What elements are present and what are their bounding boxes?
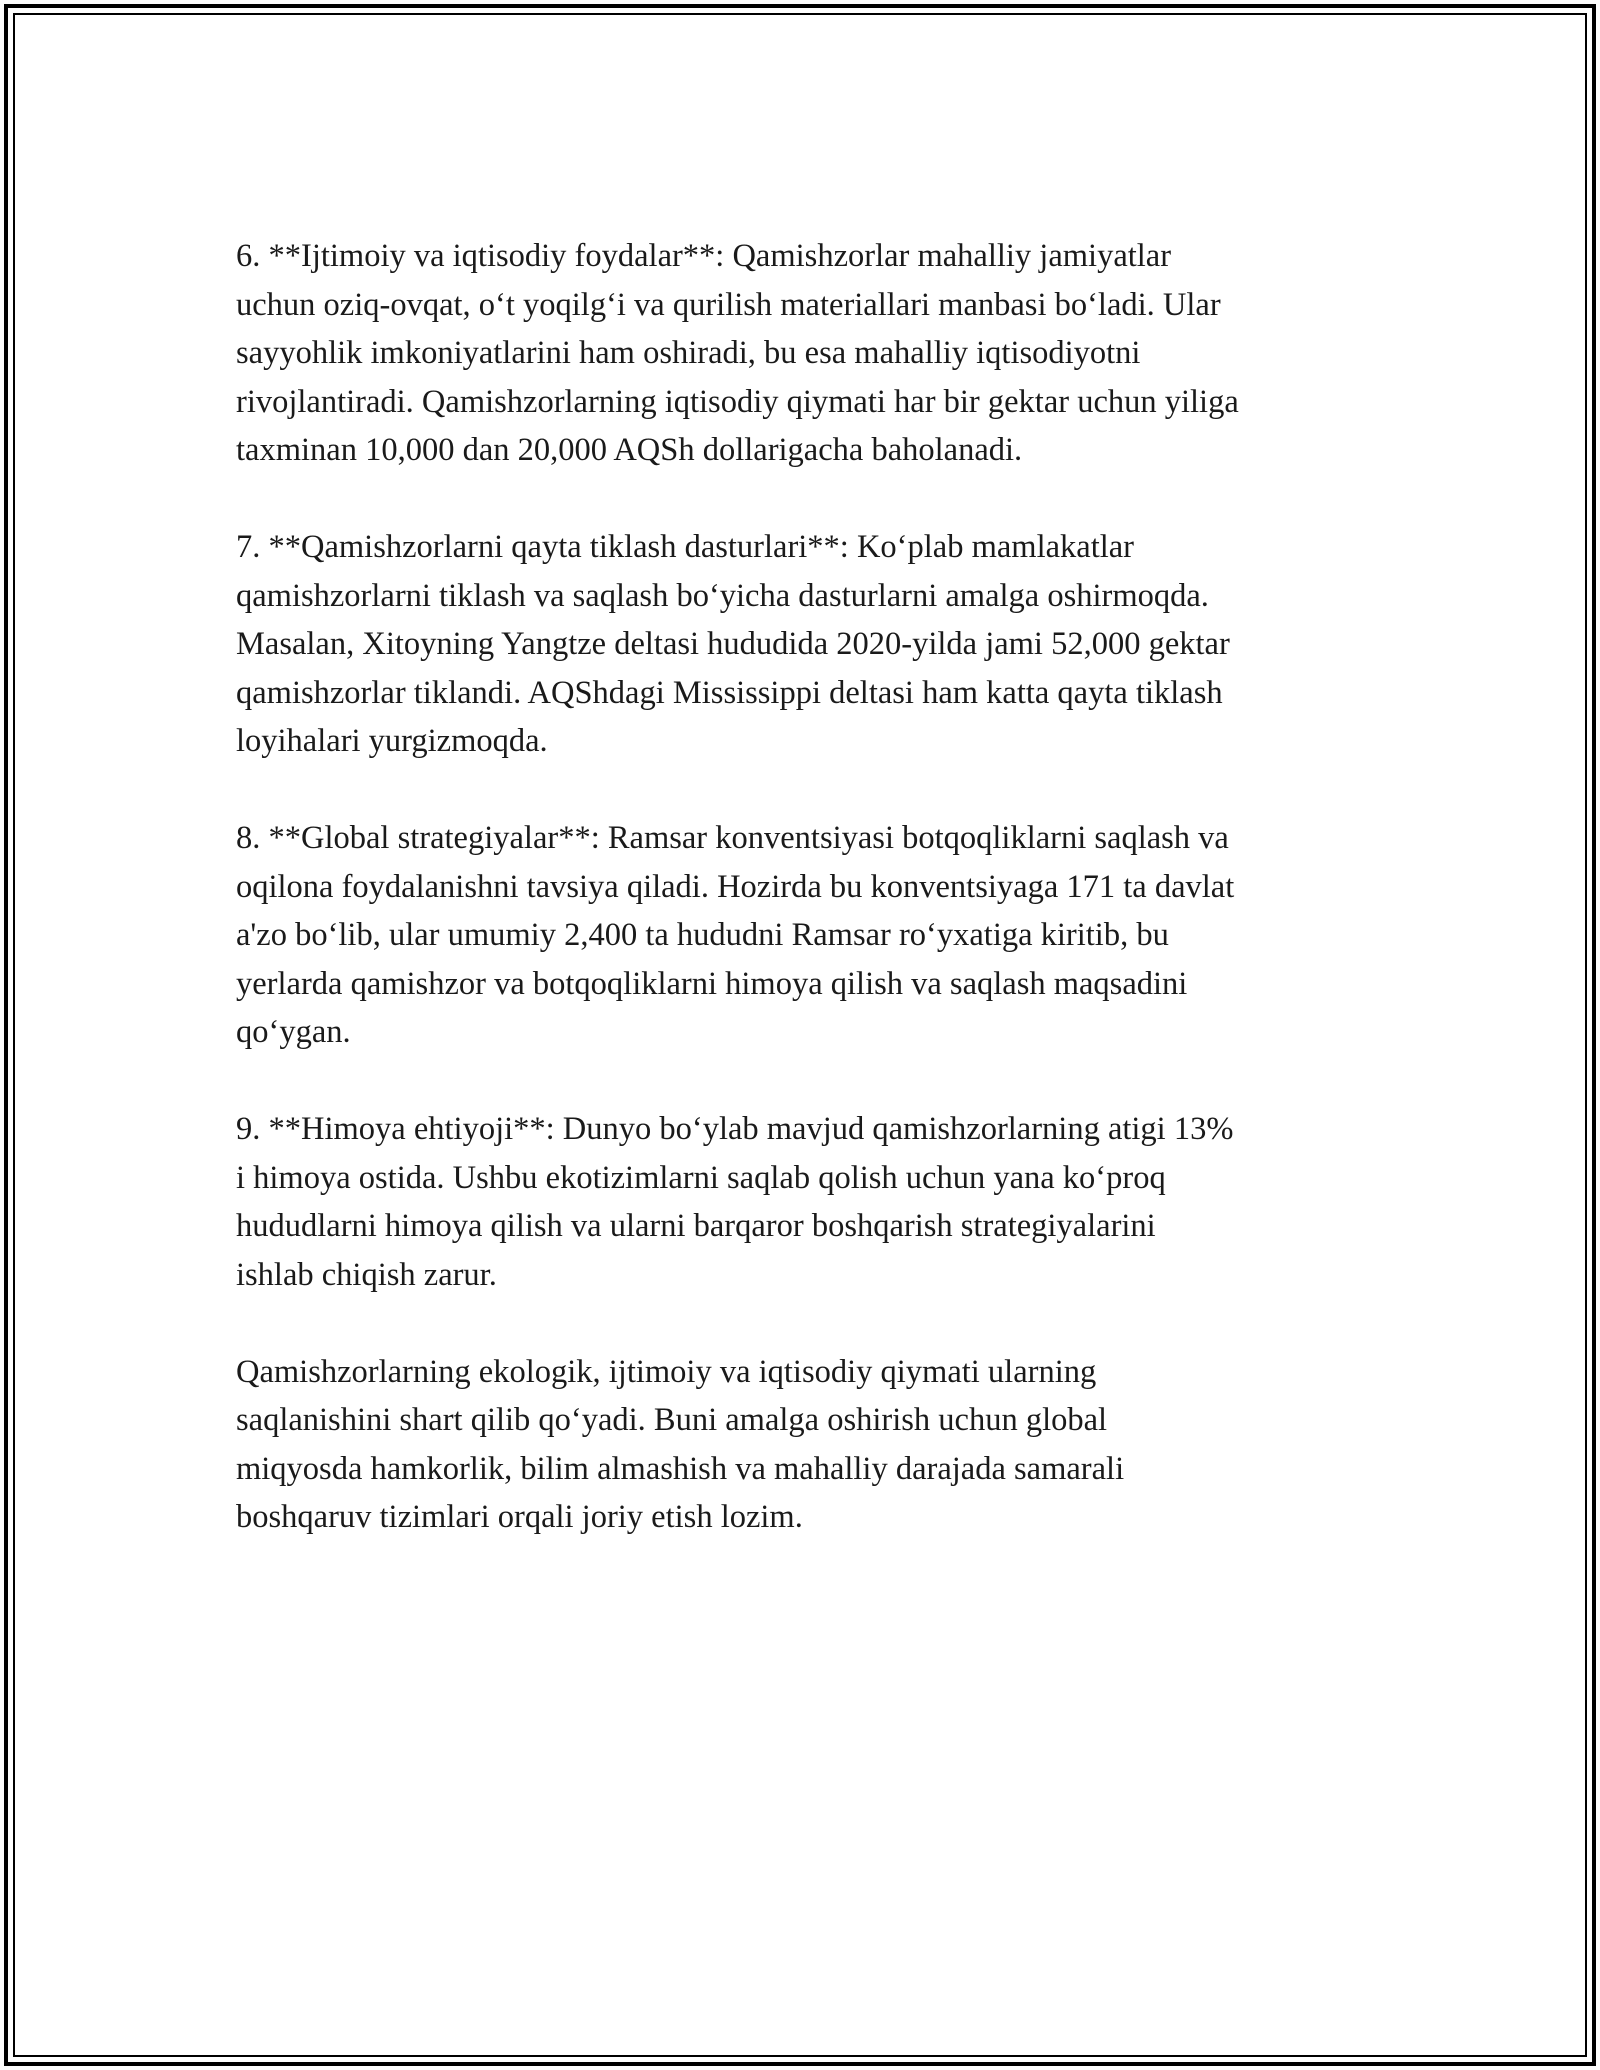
paragraph-conclusion: Qamishzorlarning ekologik, ijtimoiy va iqtisodiy qiymati ularning saqlanishini shart qilib qoʻyadi. Buni amalga oshirish uchun global miqyosda hamkorlik, bilim almashish va mahalliy darajada samarali boshqaruv tizimlari orqali joriy etish lozim.: [236, 1353, 1125, 1535]
document-body: [236, 232, 1376, 1542]
paragraph-global-strategies: 8. **Global strategiyalar**: Ramsar konventsiyasi botqoqliklarni saqlash va oqilona foydalanishni tavsiya qiladi. Hozirda bu konventsiyaga 171 ta davlat a'zo boʻlib, ular umumiy 2,400 ta hududni Ramsar roʻyxatiga kiritib, bu yerlarda qamishzor va botqoqliklarni himoya qilish va saqlash maqsadini qoʻygan.: [236, 820, 1235, 1050]
paragraph-protection-need: 9. **Himoya ehtiyoji**: Dunyo boʻylab mavjud qamishzorlarning atigi 13% i himoya ostida. Ushbu ekotizimlarni saqlab qolish uchun yana koʻproq hududlarni himoya qilish va ularni barqaror boshqarish strategiyalarini ishlab chiqish zarur.: [236, 1111, 1234, 1293]
paragraph-social-economic-benefits: 6. **Ijtimoiy va iqtisodiy foydalar**: Qamishzorlar mahalliy jamiyatlar uchun oziq-ovqat, oʻt yoqilgʻi va qurilish materiallari manbasi boʻladi. Ular sayyohlik imkoniyatlarini ham oshiradi, bu esa mahalliy iqtisodiyotni rivojlantiradi. Qamishzorlarning iqtisodiy qiymati har bir gektar uchun yiliga taxminan 10,000 dan 20,000 AQSh dollarigacha baholanadi.: [236, 238, 1239, 468]
paragraph-restoration-programs: 7. **Qamishzorlarni qayta tiklash dasturlari**: Koʻplab mamlakatlar qamishzorlarni tiklash va saqlash boʻyicha dasturlarni amalga oshirmoqda. Masalan, Xitoyning Yangtze deltasi hududida 2020-yilda jami 52,000 gektar qamishzorlar tiklandi. AQShdagi Mississippi deltasi ham katta qayta tiklash loyihalari yurgizmoqda.: [236, 529, 1230, 759]
